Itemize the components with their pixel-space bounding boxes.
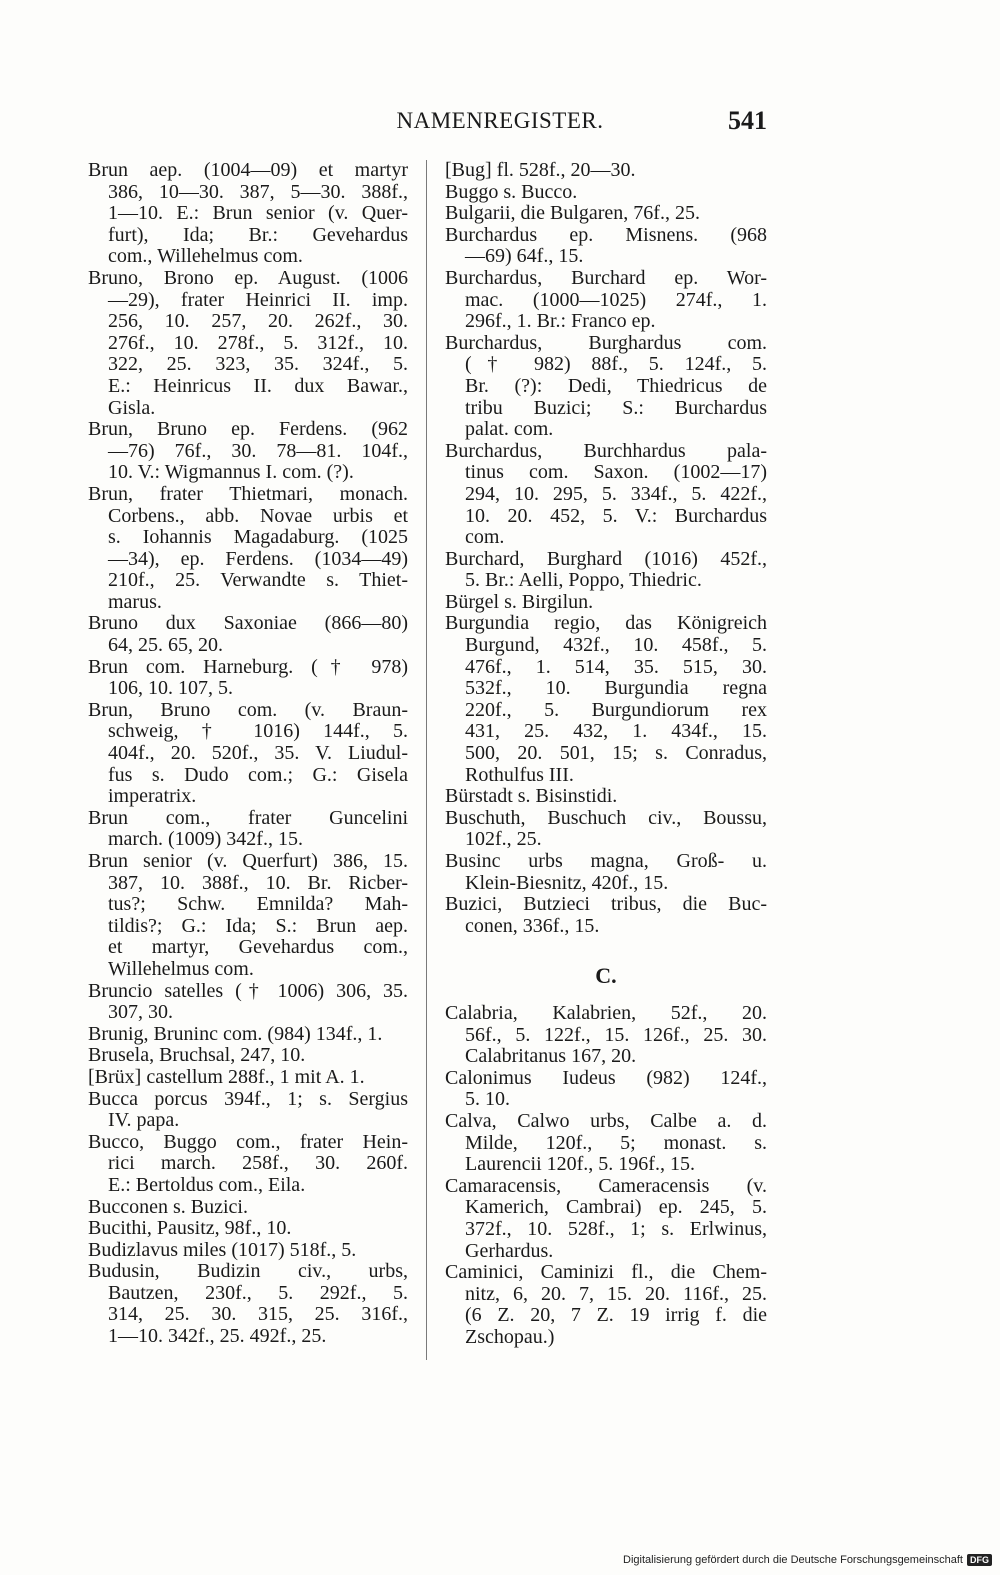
index-entry — [88, 657, 408, 700]
entry-line: 404f., 20. 520f., 35. V. Liudul- — [108, 742, 408, 765]
entry-line: Gisla. — [108, 396, 156, 419]
entry-line: Burchardus, Burchhardus pala- — [445, 439, 767, 462]
entry-line: marus. — [108, 590, 162, 613]
entry-line: 294, 10. 295, 5. 334f., 5. 422f., — [465, 482, 767, 505]
entry-line: E.: Heinricus II. dux Bawar., — [108, 374, 408, 397]
entry-line: furt), Ida; Br.: Gevehardus — [108, 223, 408, 246]
index-entry — [445, 268, 767, 333]
index-entry — [88, 1240, 408, 1262]
entry-line: 387, 10. 388f., 10. Br. Ricber- — [108, 871, 408, 894]
entry-line: conen, 336f., 15. — [465, 914, 600, 937]
entry-line: —34), ep. Ferdens. (1034—49) — [108, 547, 408, 570]
entry-line: Burchardus, Burghardus com. — [445, 331, 767, 354]
entry-line: tribu Buzici; S.: Burchardus — [465, 396, 767, 419]
index-entry — [445, 160, 767, 182]
entry-line: Rothulfus III. — [465, 763, 574, 786]
entry-line: Bucca porcus 394f., 1; s. Sergius — [88, 1087, 408, 1110]
entry-line: Brun com. Harneburg. († 978) — [88, 655, 408, 678]
entry-line: 1—10. E.: Brun senior (v. Quer- — [108, 202, 408, 225]
index-entry — [445, 1176, 767, 1262]
entry-line: 532f., 10. Burgundia regna — [465, 677, 767, 700]
entry-line: Kamerich, Cambrai) ep. 245, 5. — [465, 1196, 767, 1219]
entry-line: Br. (?): Dedi, Thiedricus de — [465, 374, 767, 397]
entry-line: com. — [465, 526, 505, 549]
entry-line: 372f., 10. 528f., 1; s. Erlwinus, — [465, 1217, 767, 1240]
entry-line: com., Willehelmus com. — [108, 245, 303, 268]
index-entry — [445, 441, 767, 549]
entry-line: 64, 25. 65, 20. — [108, 634, 223, 657]
entry-line: Burchardus ep. Misnens. (968 — [445, 223, 767, 246]
index-entry — [88, 1067, 408, 1089]
entry-line: 5. 10. — [465, 1088, 510, 1111]
entry-line: Bruncio satelles († 1006) 306, 35. — [88, 979, 408, 1002]
entry-line: 386, 10—30. 387, 5—30. 388f., — [108, 180, 408, 203]
entry-line: 10. V.: Wigmannus I. com. (?). — [108, 461, 354, 484]
running-title: NAMENREGISTER. — [396, 108, 604, 133]
entry-line: Zschopau.) — [465, 1325, 555, 1348]
entry-line: (6 Z. 20, 7 Z. 19 irrig f. die — [465, 1304, 767, 1327]
column-left — [88, 160, 408, 1348]
index-entry — [88, 851, 408, 981]
entry-line: Willehelmus com. — [108, 957, 254, 980]
entry-line: Brunig, Bruninc com. (984) 134f., 1. — [88, 1022, 383, 1045]
entry-line: —69) 64f., 15. — [465, 245, 584, 268]
index-entry — [445, 225, 767, 268]
entry-line: 106, 10. 107, 5. — [108, 677, 233, 700]
entry-line: Budusin, Budizin civ., urbs, — [88, 1260, 408, 1283]
entry-line: Bruno dux Saxoniae (866—80) — [88, 612, 408, 635]
index-entry — [445, 894, 767, 937]
index-entry — [88, 808, 408, 851]
entry-line: nitz, 6, 20. 7, 15. 20. 116f., 25. — [465, 1282, 767, 1305]
index-entry — [88, 160, 408, 268]
footer-credit — [623, 1554, 992, 1566]
entry-line: Bulgarii, die Bulgaren, 76f., 25. — [445, 202, 700, 225]
index-entry — [445, 786, 767, 808]
entry-line: Brusela, Bruchsal, 247, 10. — [88, 1044, 306, 1067]
section-letter-c: C. — [595, 963, 617, 989]
entry-line: Burgundia regio, das Königreich — [445, 612, 767, 635]
entry-line: Bruno, Brono ep. August. (1006 — [88, 266, 408, 289]
entry-line: 256, 10. 257, 20. 262f., 30. — [108, 310, 408, 333]
index-entry — [445, 549, 767, 592]
entry-line: († 982) 88f., 5. 124f., 5. — [465, 353, 767, 376]
entry-line: tildis?; G.: Ida; S.: Brun aep. — [108, 914, 408, 937]
entry-line: schweig, † 1016) 144f., 5. — [108, 720, 408, 743]
entry-line: E.: Bertoldus com., Eila. — [108, 1173, 306, 1196]
entry-line: mac. (1000—1025) 274f., 1. — [465, 288, 767, 311]
entry-line: tus?; Schw. Emnilda? Mah- — [108, 893, 408, 916]
entry-line: Budizlavus miles (1017) 518f., 5. — [88, 1238, 357, 1261]
index-entry — [88, 268, 408, 419]
entry-line: Milde, 120f., 5; monast. s. — [465, 1131, 767, 1154]
entry-line: s. Iohannis Magadaburg. (1025 — [108, 526, 408, 549]
entry-line: 10. 20. 452, 5. V.: Burchardus — [465, 504, 767, 527]
entry-line: Calabritanus 167, 20. — [465, 1045, 637, 1068]
entry-line: Burchardus, Burchard ep. Wor- — [445, 266, 767, 289]
entry-line: 431, 25. 432, 1. 434f., 15. — [465, 720, 767, 743]
column-right — [445, 160, 767, 1348]
entry-line: 102f., 25. — [465, 828, 542, 851]
entry-line: 314, 25. 30. 315, 25. 316f., — [108, 1303, 408, 1326]
entry-line: 322, 25. 323, 35. 324f., 5. — [108, 353, 408, 376]
index-entry — [88, 484, 408, 614]
entry-line: Corbens., abb. Novae urbis et — [108, 504, 408, 527]
entry-line: fus s. Dudo com.; G.: Gisela — [108, 763, 408, 786]
entry-line: Calabria, Kalabrien, 52f., 20. — [445, 1001, 767, 1024]
entry-line: Bautzen, 230f., 5. 292f., 5. — [108, 1281, 408, 1304]
entry-line: Buggo s. Bucco. — [445, 180, 578, 203]
right-entries — [445, 160, 767, 937]
index-entry — [88, 1045, 408, 1067]
entry-line: 1—10. 342f., 25. 492f., 25. — [108, 1325, 327, 1348]
entry-line: [Bug] fl. 528f., 20—30. — [445, 159, 636, 181]
entry-line: —76) 76f., 30. 78—81. 104f., — [108, 439, 408, 462]
index-entry — [445, 1003, 767, 1068]
dfg-logo: DFG — [967, 1554, 992, 1566]
entry-line: Brun, Bruno ep. Ferdens. (962 — [88, 418, 408, 441]
entry-line: tinus com. Saxon. (1002—17) — [465, 461, 767, 484]
entry-line: Brun senior (v. Querfurt) 386, 15. — [88, 850, 408, 872]
entry-line: Brun com., frater Guncelini — [88, 806, 408, 829]
index-entry — [445, 1111, 767, 1176]
entry-line: Burgund, 432f., 10. 458f., 5. — [465, 634, 767, 657]
entry-line: Laurencii 120f., 5. 196f., 15. — [465, 1153, 695, 1176]
entry-line: Bucithi, Pausitz, 98f., 10. — [88, 1217, 292, 1240]
index-entry — [445, 592, 767, 614]
entry-line: Brun, frater Thietmari, monach. — [88, 482, 408, 505]
entry-line: [Brüx] castellum 288f., 1 mit A. 1. — [88, 1065, 365, 1088]
entry-line: 307, 30. — [108, 1001, 173, 1024]
entry-line: Klein-Biesnitz, 420f., 15. — [465, 871, 669, 894]
index-entry — [445, 851, 767, 894]
entry-line: palat. com. — [465, 418, 554, 441]
entry-line: 296f., 1. Br.: Franco ep. — [465, 310, 656, 333]
entry-line: march. (1009) 342f., 15. — [108, 828, 303, 851]
index-entry — [88, 419, 408, 484]
entry-line: Bucco, Buggo com., frater Hein- — [88, 1130, 408, 1153]
index-entry — [88, 613, 408, 656]
index-entry — [88, 1132, 408, 1197]
index-entry — [88, 981, 408, 1024]
entry-line: 220f., 5. Burgundiorum rex — [465, 698, 767, 721]
index-entry — [88, 1089, 408, 1132]
entry-line: Bucconen s. Buzici. — [88, 1195, 248, 1218]
entry-line: Brun aep. (1004—09) et martyr — [88, 159, 408, 181]
entry-line: Brun, Bruno com. (v. Braun- — [88, 698, 408, 721]
entry-line: 210f., 25. Verwandte s. Thiet- — [108, 569, 408, 592]
entry-line: et martyr, Gevehardus com., — [108, 936, 408, 959]
entry-line: 476f., 1. 514, 35. 515, 30. — [465, 655, 767, 678]
index-entry — [445, 333, 767, 441]
entry-line: —29), frater Heinrici II. imp. — [108, 288, 408, 311]
entry-line: Calva, Calwo urbs, Calbe a. d. — [445, 1109, 767, 1132]
page-number: 541 — [728, 106, 767, 135]
entry-line: imperatrix. — [108, 785, 197, 808]
footer-text: Digitalisierung gefördert durch die Deutsche Forschungsgemeinschaft — [623, 1554, 963, 1566]
entry-line: Gerhardus. — [465, 1239, 554, 1262]
index-entry — [445, 1262, 767, 1348]
entry-line: Caminici, Caminizi fl., die Chem- — [445, 1261, 767, 1284]
index-entry — [88, 1218, 408, 1240]
entry-line: Burchard, Burghard (1016) 452f., — [445, 547, 767, 570]
entry-line: Camaracensis, Cameracensis (v. — [445, 1174, 767, 1197]
entry-line: Buschuth, Buschuch civ., Boussu, — [445, 806, 767, 829]
entry-line: Buzici, Butzieci tribus, die Buc- — [445, 893, 767, 916]
index-entry — [445, 613, 767, 786]
index-entry — [88, 1024, 408, 1046]
entry-line: 5. Br.: Aelli, Poppo, Thiedric. — [465, 569, 702, 592]
entry-line: IV. papa. — [108, 1109, 180, 1132]
entry-line: Bürgel s. Birgilun. — [445, 590, 594, 613]
index-entry — [88, 1261, 408, 1347]
entry-line: 56f., 5. 122f., 15. 126f., 25. 30. — [465, 1023, 767, 1046]
index-entry — [88, 1197, 408, 1219]
index-entry — [445, 1068, 767, 1111]
index-entry — [88, 700, 408, 808]
entry-line: Calonimus Iudeus (982) 124f., — [445, 1066, 767, 1089]
entry-line: rici march. 258f., 30. 260f. — [108, 1152, 408, 1175]
section-c-entries — [445, 1003, 767, 1349]
entry-line: 276f., 10. 278f., 5. 312f., 10. — [108, 331, 408, 354]
entry-line: Businc urbs magna, Groß- u. — [445, 850, 767, 872]
entry-line: 500, 20. 501, 15; s. Conradus, — [465, 742, 767, 765]
index-entry — [445, 808, 767, 851]
entry-line: Bürstadt s. Bisinstidi. — [445, 785, 618, 808]
index-entry — [445, 203, 767, 225]
column-rule — [426, 160, 427, 1360]
index-entry — [445, 182, 767, 204]
